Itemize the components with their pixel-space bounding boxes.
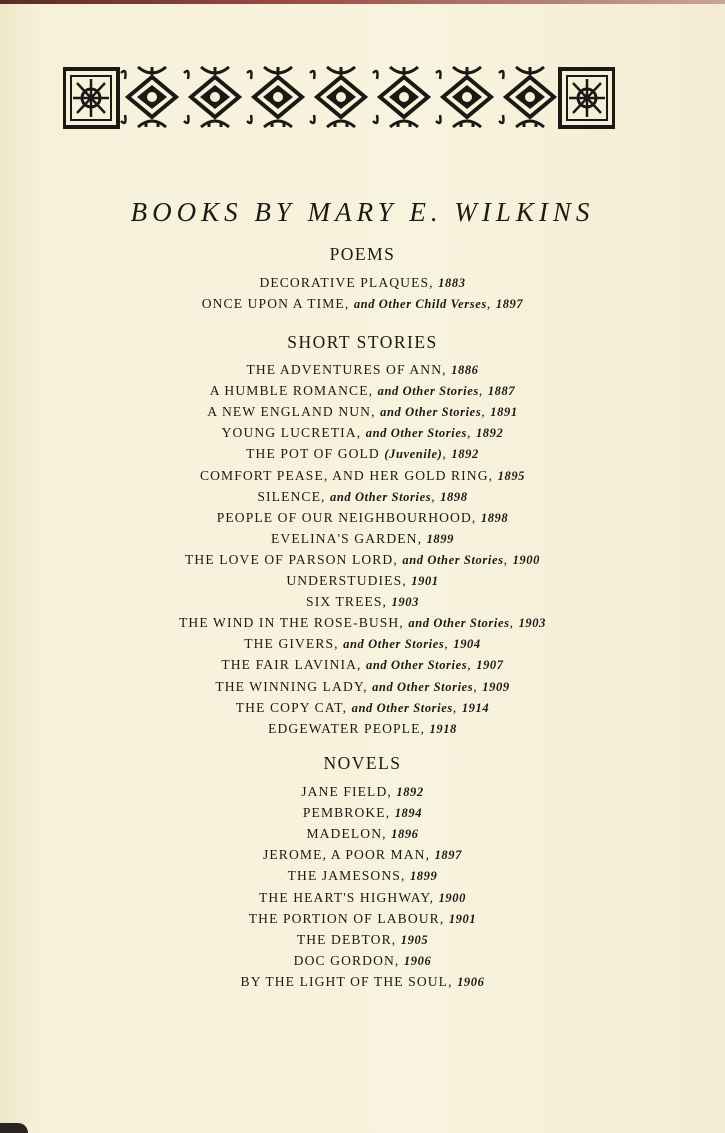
- book-entry: DECORATIVE PLAQUES, 1883: [259, 275, 466, 290]
- book-year: 1898: [440, 489, 468, 504]
- book-entry: SIX TREES, 1903: [306, 594, 419, 610]
- book-title: THE POT OF GOLD: [246, 446, 380, 462]
- book-year: 1892: [475, 426, 504, 441]
- book-year: 1907: [476, 658, 504, 673]
- book-title: THE COPY CAT: [235, 699, 343, 715]
- book-title: SILENCE: [257, 488, 321, 504]
- book-title: THE WINNING LADY: [215, 678, 364, 694]
- book-entry: SILENCE, and Other Stories, 1898: [257, 488, 468, 504]
- book-title: DOC GORDON: [293, 952, 395, 968]
- book-year: 1894: [394, 806, 423, 821]
- page-title: BOOKS BY MARY E. WILKINS: [130, 197, 595, 227]
- book-entry: THE DEBTOR, 1905: [296, 931, 429, 947]
- book-subtitle: and Other Child Verses: [353, 297, 487, 312]
- book-entry: YOUNG LUCRETIA, and Other Stories, 1892: [221, 425, 504, 441]
- book-entry: THE POT OF GOLD (Juvenile), 1892: [246, 446, 479, 462]
- book-year: 1886: [451, 363, 479, 377]
- book-entry: THE PORTION OF LABOUR, 1901: [248, 910, 477, 926]
- book-year: 1891: [490, 405, 518, 420]
- book-entry: THE WINNING LADY, and Other Stories, 1909: [215, 678, 510, 694]
- book-entry: PEOPLE OF OUR NEIGHBOURHOOD, 1898: [216, 509, 509, 525]
- book-entry: MADELON, 1896: [306, 826, 419, 842]
- ornament-motif-icon: [499, 67, 554, 127]
- ornament-motif-icon: [373, 67, 428, 127]
- page-corner-shadow: [0, 1123, 28, 1133]
- book-entry: THE JAMESONS, 1899: [287, 868, 438, 884]
- book-title: A NEW ENGLAND NUN: [207, 404, 372, 420]
- book-subtitle: and Other Stories: [366, 658, 468, 673]
- book-entry: A HUMBLE ROMANCE, and Other Stories, 1887: [209, 383, 516, 399]
- book-title: MADELON: [306, 826, 383, 842]
- book-year: 1904: [453, 637, 481, 652]
- book-entry: THE HEART'S HIGHWAY, 1900: [259, 889, 466, 905]
- ornament-motif-icon: [247, 67, 302, 127]
- book-title: YOUNG LUCRETIA: [221, 425, 357, 441]
- book-year: 1901: [411, 574, 439, 588]
- book-entry: EDGEWATER PEOPLE, 1918: [268, 720, 457, 736]
- ornament-corner-left-icon: [64, 69, 118, 127]
- section-heading-short-stories: SHORT STORIES: [287, 332, 438, 352]
- section-heading-novels: NOVELS: [323, 753, 402, 773]
- book-year: 1897: [434, 848, 462, 863]
- ornament-motif-icon: [184, 67, 239, 127]
- ornament-motif-row-icon: [121, 67, 554, 127]
- book-title: THE ADVENTURES OF ANN: [246, 362, 443, 377]
- book-entry: THE ADVENTURES OF ANN, 1886: [246, 362, 479, 377]
- book-entry: JANE FIELD, 1892: [301, 784, 424, 799]
- book-subtitle: and Other Stories: [402, 552, 504, 567]
- book-title: DECORATIVE PLAQUES: [259, 275, 430, 290]
- book-entry: THE WIND IN THE ROSE-BUSH, and Other Stories, 1903: [179, 615, 546, 631]
- book-year: 1897: [495, 297, 524, 312]
- book-title: ONCE UPON A TIME: [201, 296, 345, 312]
- book-year: 1918: [429, 721, 457, 736]
- book-title: EVELINA'S GARDEN: [271, 530, 418, 546]
- book-subtitle: and Other Stories: [343, 637, 445, 652]
- book-year: 1887: [487, 384, 516, 399]
- book-subtitle: and Other Stories: [408, 616, 510, 631]
- book-year: 1892: [451, 447, 479, 462]
- book-year: 1914: [461, 700, 490, 715]
- book-year: 1900: [438, 890, 466, 905]
- ornament-motif-icon: [121, 67, 176, 127]
- book-entry: JEROME, A POOR MAN, 1897: [263, 847, 462, 863]
- book-year: 1901: [448, 911, 477, 926]
- book-year: 1900: [512, 552, 540, 567]
- book-entry: THE COPY CAT, and Other Stories, 1914: [235, 699, 490, 715]
- book-subtitle: and Other Stories: [372, 679, 474, 694]
- book-entry: DOC GORDON, 1906: [293, 952, 432, 968]
- book-title: PEMBROKE: [302, 805, 386, 821]
- book-subtitle: and Other Stories: [380, 405, 482, 420]
- book-entry: PEMBROKE, 1894: [302, 805, 423, 821]
- book-title: SIX TREES: [306, 594, 383, 610]
- book-title: UNDERSTUDIES: [286, 573, 403, 588]
- section-heading-poems: POEMS: [329, 244, 396, 264]
- book-year: 1903: [391, 595, 419, 610]
- book-year: 1896: [391, 827, 419, 842]
- book-title: COMFORT PEASE, AND HER GOLD RING: [199, 467, 489, 483]
- book-subtitle: and Other Stories: [377, 384, 479, 399]
- book-title: A HUMBLE ROMANCE: [209, 383, 369, 399]
- book-year: 1906: [403, 953, 432, 968]
- book-year: 1898: [480, 510, 509, 525]
- book-entry: THE GIVERS, and Other Stories, 1904: [244, 636, 481, 652]
- book-title: THE LOVE OF PARSON LORD: [185, 551, 394, 567]
- book-subtitle: and Other Stories: [351, 700, 453, 715]
- book-year: 1883: [438, 276, 466, 290]
- book-title: BY THE LIGHT OF THE SOUL: [240, 973, 449, 989]
- book-title: THE PORTION OF LABOUR: [248, 910, 440, 926]
- ornament-motif-icon: [310, 67, 365, 127]
- book-subtitle: (Juvenile): [384, 447, 443, 462]
- book-year: 1906: [457, 974, 485, 989]
- book-subtitle: and Other Stories: [365, 426, 467, 441]
- book-title: PEOPLE OF OUR NEIGHBOURHOOD: [216, 509, 472, 525]
- book-entry: COMFORT PEASE, AND HER GOLD RING, 1895: [199, 467, 526, 483]
- book-title: JEROME, A POOR MAN: [263, 847, 426, 863]
- book-year: 1905: [400, 932, 429, 947]
- ornament-corner-right-icon: [560, 69, 614, 127]
- book-entry: A NEW ENGLAND NUN, and Other Stories, 1891: [207, 404, 518, 420]
- book-year: 1895: [497, 468, 526, 483]
- book-entry: ONCE UPON A TIME, and Other Child Verses, 1897: [201, 296, 524, 312]
- book-title: THE DEBTOR: [296, 931, 392, 947]
- decorative-border-ornament: [63, 63, 615, 131]
- ornament-motif-icon: [436, 67, 491, 127]
- book-entry: THE LOVE OF PARSON LORD, and Other Stories, 1900: [185, 551, 540, 567]
- book-entry: BY THE LIGHT OF THE SOUL, 1906: [240, 973, 485, 989]
- book-year: 1903: [518, 616, 546, 631]
- book-entry: EVELINA'S GARDEN, 1899: [271, 530, 454, 546]
- book-title: EDGEWATER PEOPLE: [268, 720, 421, 736]
- book-title: JANE FIELD: [301, 784, 388, 799]
- book-title: THE JAMESONS: [287, 868, 401, 884]
- book-year: 1909: [482, 679, 510, 694]
- book-title: THE HEART'S HIGHWAY: [259, 889, 430, 905]
- book-entry: UNDERSTUDIES, 1901: [286, 573, 439, 588]
- page-top-edge: [0, 0, 725, 4]
- book-year: 1892: [396, 785, 424, 799]
- book-title: THE WIND IN THE ROSE-BUSH: [179, 615, 400, 631]
- book-title: THE FAIR LAVINIA: [221, 657, 358, 673]
- book-year: 1899: [426, 531, 454, 546]
- book-entry: THE FAIR LAVINIA, and Other Stories, 1907: [221, 657, 504, 673]
- book-year: 1899: [409, 869, 438, 884]
- book-title: THE GIVERS: [244, 636, 335, 652]
- book-subtitle: and Other Stories: [329, 489, 432, 504]
